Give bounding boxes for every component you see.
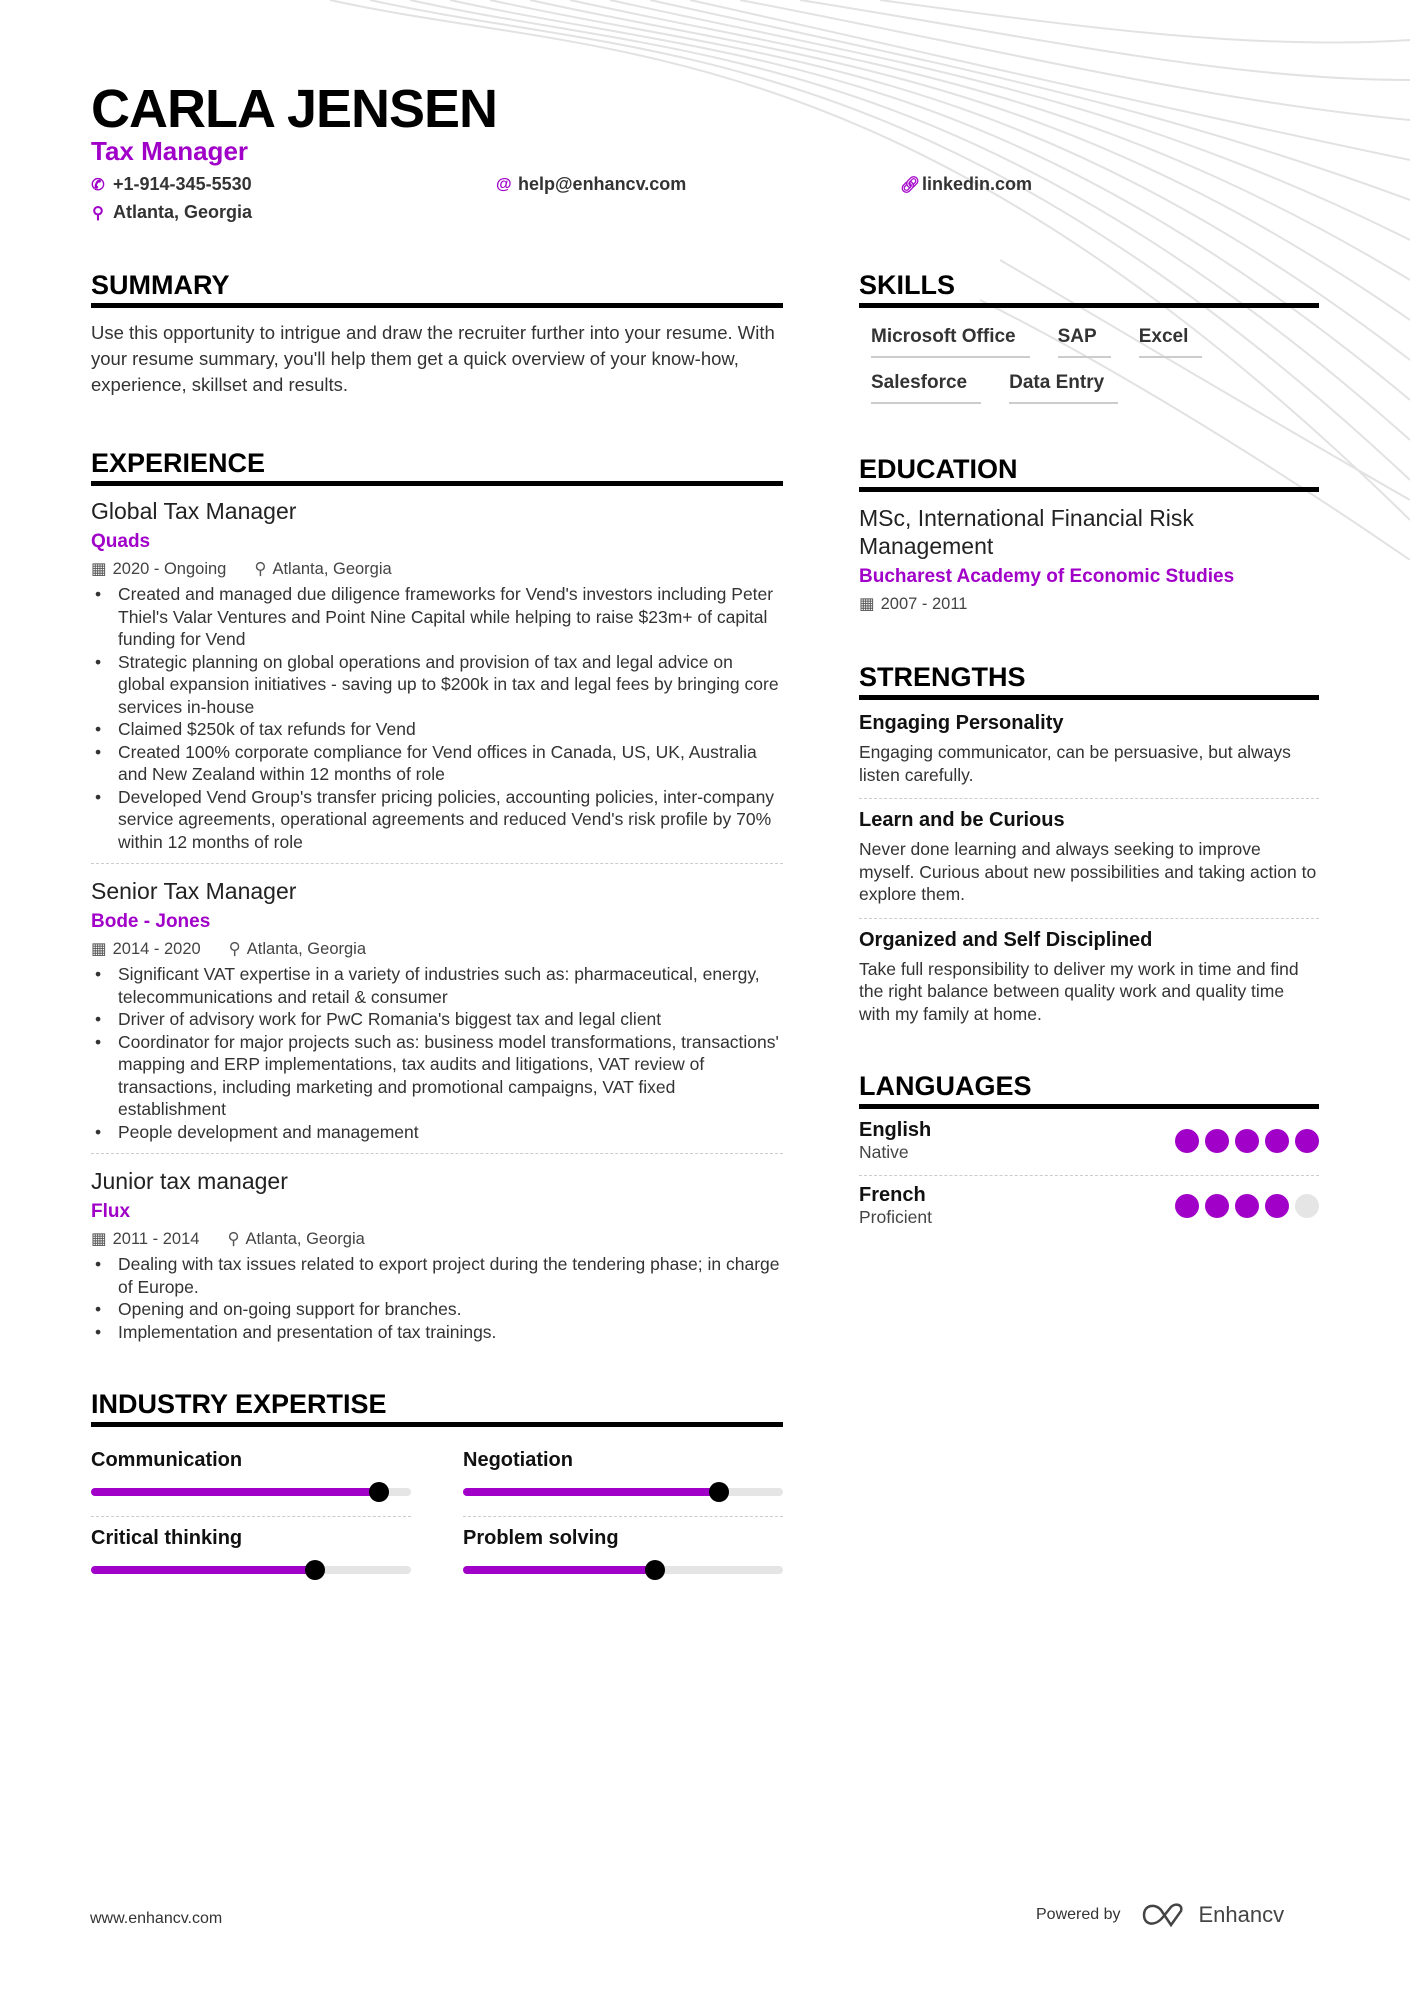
proficiency-dot (1205, 1129, 1229, 1153)
job-bullet: • Opening and on-going support for branches. (91, 1298, 783, 1321)
link-icon: 🔗︎ (900, 176, 921, 194)
industry-expertise-section (91, 1389, 783, 1594)
strength-description: Take full responsibility to deliver my work in time and find the right balance between quality work and quality time with my family at home. (859, 958, 1299, 1024)
strength-title: Learn and be Curious (859, 809, 1065, 831)
strength-description: Engaging communicator, can be persuasive, but always listen carefully. (859, 742, 1291, 785)
email-link[interactable]: help@enhancv.com (518, 174, 687, 194)
experience-section (91, 448, 783, 1353)
expertise-slider (91, 1566, 411, 1574)
job-bullet: • Dealing with tax issues related to export project during the tendering phase; in charge of Europe. (91, 1253, 783, 1298)
job-bullet: • Coordinator for major projects such as: business model transformations, transactions' mapping and ERP implementations, tax audits and litigations, VAT review of transactions, including marketing and promotional campaigns, VAT fixed establishment (91, 1031, 783, 1121)
calendar-icon: ▦ (91, 560, 107, 578)
job-meta (91, 939, 783, 959)
job-bullet: • Created 100% corporate compliance for Vend offices in Canada, US, UK, Australia and New Zealand within 12 months of role (91, 741, 783, 786)
strength-description: Never done learning and always seeking to improve myself. Curious about new possibilities and taking action to explore them. (859, 839, 1317, 904)
job-bullet: • People development and management (91, 1121, 783, 1144)
summary-text: Use this opportunity to intrigue and draw the recruiter further into your resume. With your resume summary, you'll help them get a quick overview of your know-how, experience, skillset and results. (91, 322, 775, 395)
expertise-name: Critical thinking (91, 1527, 243, 1549)
expertise-fill (91, 1488, 379, 1496)
enhancv-logo (1141, 1902, 1285, 1928)
job-meta (91, 1229, 783, 1249)
job-bullets (91, 963, 783, 1143)
expertise-item (91, 1517, 411, 1594)
calendar-icon: ▦ (859, 595, 875, 613)
at-icon: @ (496, 175, 512, 193)
phone-text: +1-914-345-5530 (113, 174, 252, 194)
job-entry (91, 1168, 783, 1353)
strength-item (859, 702, 1319, 799)
company-name: Flux (91, 1201, 131, 1222)
expertise-fill (463, 1566, 655, 1574)
job-position: Junior tax manager (91, 1168, 288, 1194)
job-bullet: • Claimed $250k of tax refunds for Vend (91, 718, 783, 741)
proficiency-dots (1175, 1194, 1319, 1218)
location-pin-icon: ⚲ (92, 204, 104, 222)
company-name: Quads (91, 531, 151, 552)
location-text: Atlanta, Georgia (113, 202, 253, 222)
right-column (859, 270, 1319, 1240)
education-heading: EDUCATION (859, 454, 1319, 492)
strength-item (859, 919, 1319, 1038)
proficiency-dot (1175, 1194, 1199, 1218)
language-name: French (859, 1184, 926, 1206)
strength-item (859, 799, 1319, 919)
language-level: Proficient (859, 1207, 932, 1227)
language-item (859, 1111, 1319, 1176)
phone-icon: ✆ (91, 176, 105, 194)
education-section (859, 454, 1319, 614)
skill-tag: Data Entry (1009, 372, 1118, 404)
linkedin[interactable] (900, 174, 1032, 195)
job-bullets (91, 1253, 783, 1343)
skill-tag: Salesforce (871, 372, 981, 404)
expertise-knob (709, 1482, 729, 1502)
footer-website[interactable]: www.enhancv.com (90, 1910, 223, 1927)
proficiency-dot (1205, 1194, 1229, 1218)
proficiency-dot (1265, 1194, 1289, 1218)
job-bullet: • Strategic planning on global operations and provision of tax and legal advice on global expansion initiatives - saving up to $200k in tax and legal fees by bringing core services in-house (91, 651, 783, 719)
proficiency-dot (1235, 1194, 1259, 1218)
expertise-item (463, 1439, 783, 1517)
candidate-name: CARLA JENSEN (91, 79, 498, 139)
skills-heading: SKILLS (859, 270, 1319, 308)
strength-title: Organized and Self Disciplined (859, 928, 1153, 951)
job-position: Global Tax Manager (91, 498, 297, 524)
proficiency-dot (1265, 1129, 1289, 1153)
location-pin-icon: ⚲ (254, 560, 267, 578)
email[interactable] (496, 174, 686, 195)
job-bullets (91, 583, 783, 853)
proficiency-dot (1295, 1129, 1319, 1153)
expertise-slider (463, 1488, 783, 1496)
powered-by: Powered by (1036, 1906, 1121, 1923)
job-title: Tax Manager (91, 136, 249, 166)
skill-tag: Excel (1139, 326, 1203, 358)
language-item (859, 1176, 1319, 1240)
calendar-icon: ▦ (91, 1230, 107, 1248)
expertise-fill (91, 1566, 315, 1574)
expertise-fill (463, 1488, 719, 1496)
job-dates: 2011 - 2014 (112, 1230, 200, 1248)
industry-expertise-heading: INDUSTRY EXPERTISE (91, 1389, 783, 1427)
enhancv-logo-icon (1141, 1902, 1189, 1928)
location (91, 202, 252, 223)
language-level: Native (859, 1142, 909, 1162)
languages-section (859, 1071, 1319, 1240)
job-location: Atlanta, Georgia (272, 560, 392, 578)
proficiency-dot (1295, 1194, 1319, 1218)
job-bullet: • Significant VAT expertise in a variety of industries such as: pharmaceutical, energy, telecommunications and retail & consumer (91, 963, 783, 1008)
calendar-icon: ▦ (91, 940, 107, 958)
job-bullet: • Developed Vend Group's transfer pricing policies, accounting policies, inter-company service agreements, operational agreements and reduced Vend's risk profile by 70% within 12 months of role (91, 786, 783, 854)
proficiency-dot (1175, 1129, 1199, 1153)
expertise-item (91, 1439, 411, 1517)
expertise-knob (645, 1560, 665, 1580)
language-name: English (859, 1119, 932, 1141)
expertise-slider (463, 1566, 783, 1574)
strengths-section (859, 662, 1319, 1037)
job-dates: 2020 - Ongoing (112, 560, 227, 578)
location-pin-icon: ⚲ (227, 1230, 240, 1248)
job-bullet: • Implementation and presentation of tax trainings. (91, 1321, 783, 1344)
proficiency-dot (1235, 1129, 1259, 1153)
proficiency-dots (1175, 1129, 1319, 1153)
school: Bucharest Academy of Economic Studies (859, 566, 1235, 587)
education-dates (859, 594, 1319, 614)
job-location: Atlanta, Georgia (246, 940, 367, 958)
brand-name: Enhancv (1198, 1902, 1285, 1927)
skills-section (859, 270, 1319, 404)
expertise-item (463, 1517, 783, 1594)
strength-title: Engaging Personality (859, 712, 1064, 734)
job-position: Senior Tax Manager (91, 878, 297, 904)
expertise-knob (369, 1482, 389, 1502)
location-pin-icon: ⚲ (228, 940, 241, 958)
summary-section (91, 270, 783, 398)
job-location: Atlanta, Georgia (245, 1230, 365, 1248)
phone (91, 174, 252, 195)
strengths-heading: STRENGTHS (859, 662, 1319, 700)
job-entry (91, 878, 783, 1154)
linkedin-link[interactable]: linkedin.com (922, 174, 1033, 194)
job-bullet: • Created and managed due diligence frameworks for Vend's investors including Peter Thiel's Valar Ventures and Point Nine Capital while helping to raise $23m+ of capital funding for Vend (91, 583, 783, 651)
summary-heading: SUMMARY (91, 270, 783, 308)
languages-heading: LANGUAGES (859, 1071, 1319, 1109)
job-meta (91, 559, 783, 579)
expertise-name: Negotiation (463, 1449, 573, 1471)
footer-branding (1036, 1902, 1284, 1928)
dates-text: 2007 - 2011 (880, 595, 968, 613)
experience-heading: EXPERIENCE (91, 448, 783, 486)
job-entry (91, 498, 783, 864)
skill-tag: SAP (1058, 326, 1111, 358)
expertise-name: Communication (91, 1449, 243, 1471)
skill-tag: Microsoft Office (871, 326, 1030, 358)
expertise-knob (305, 1560, 325, 1580)
expertise-name: Problem solving (463, 1527, 619, 1549)
expertise-slider (91, 1488, 411, 1496)
job-dates: 2014 - 2020 (112, 940, 201, 958)
company-name: Bode - Jones (91, 911, 211, 932)
job-bullet: • Driver of advisory work for PwC Romania's biggest tax and legal client (91, 1008, 783, 1031)
degree: MSc, International Financial Risk Management (859, 505, 1194, 559)
left-column (91, 270, 783, 1594)
